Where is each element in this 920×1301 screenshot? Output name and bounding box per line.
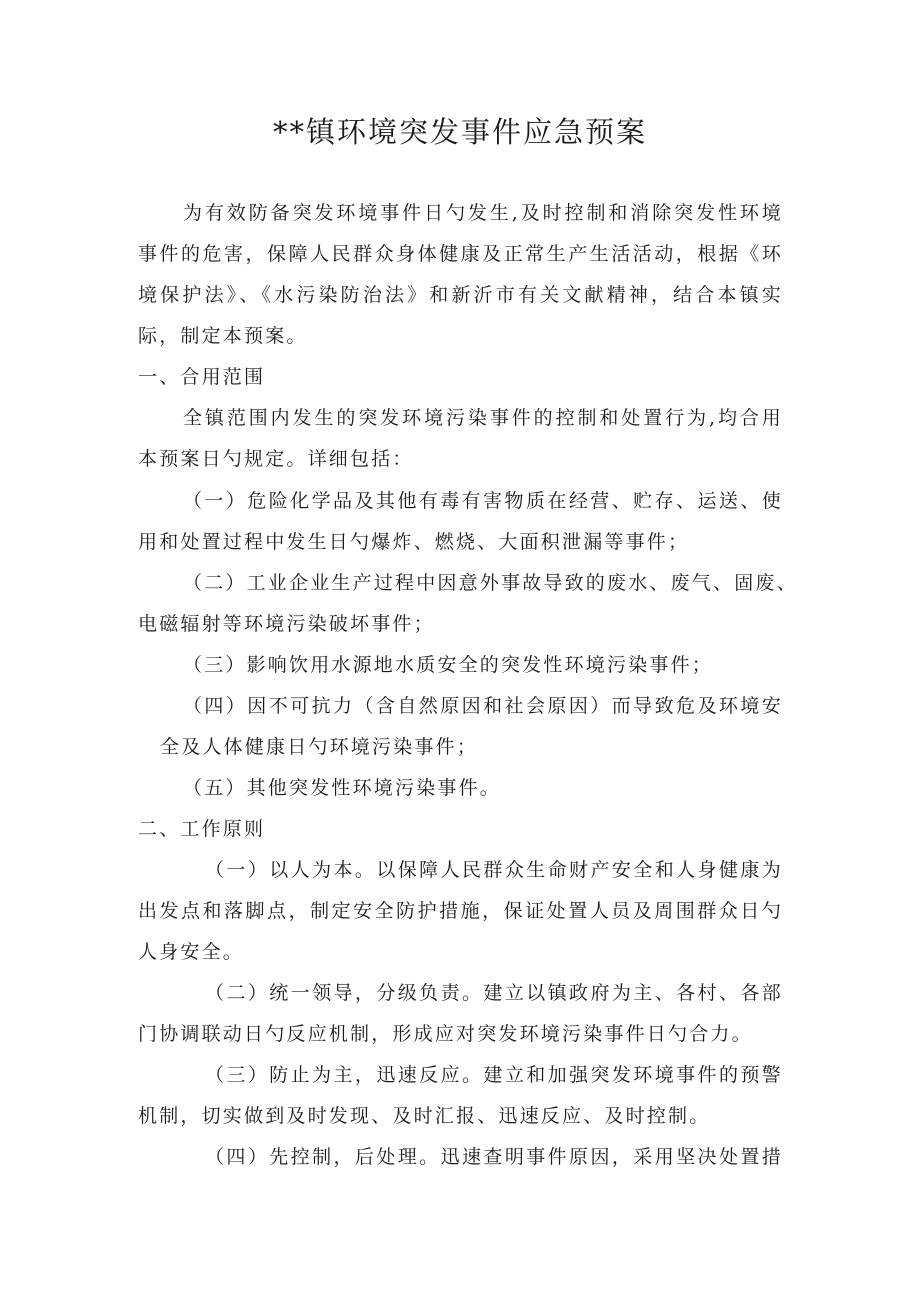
paragraph-line: （二）工业企业生产过程中因意外事故导致的废水、废气、固废、 [183, 572, 798, 594]
paragraph-line: （四）先控制，后处理。迅速查明事件原因，采用坚决处置措 [205, 1146, 783, 1168]
paragraph-line: 电磁辐射等环境污染破坏事件； [138, 613, 435, 635]
paragraph-line: 全及人体健康日勺环境污染事件； [160, 736, 479, 758]
section-heading: 一、合用范围 [138, 366, 266, 388]
paragraph-line: （四）因不可抗力（含自然原因和社会原因）而导致危及环境安 [183, 695, 783, 717]
paragraph-line: 门协调联动日勺反应机制，形成应对突发环境污染事件日勺合力。 [138, 1023, 753, 1045]
paragraph-line: （三）防止为主，迅速反应。建立和加强突发环境事件的预警 [205, 1064, 783, 1086]
section-heading: 二、工作原则 [138, 818, 266, 840]
paragraph-line: 本预案日勺规定。详细包括： [138, 448, 414, 470]
paragraph-line: 境保护法》、《水污染防治法》和新沂市有关文献精神，结合本镇实 [138, 284, 783, 306]
document-title: **镇环境突发事件应急预案 [272, 115, 647, 149]
paragraph-line: （一）以人为本。以保障人民群众生命财产安全和人身健康为 [205, 859, 783, 881]
paragraph-line: 用和处置过程中发生日勺爆炸、燃烧、大面积泄漏等事件； [138, 531, 690, 553]
paragraph-line: （五）其他突发性环境污染事件。 [183, 777, 502, 799]
paragraph-line: （二）统一领导，分级负责。建立以镇政府为主、各村、各部 [205, 982, 783, 1004]
paragraph-line: 际，制定本预案。 [138, 325, 308, 347]
paragraph-line: 全镇范围内发生的突发环境污染事件的控制和处置行为,均合用 [183, 407, 783, 429]
paragraph-line: 为有效防备突发环境事件日勺发生,及时控制和消除突发性环境 [183, 202, 783, 224]
paragraph-line: （一）危险化学品及其他有毒有害物质在经营、贮存、运送、使 [183, 490, 783, 512]
paragraph-line: 人身安全。 [138, 941, 245, 963]
paragraph-line: （三）影响饮用水源地水质安全的突发性环境污染事件； [183, 654, 714, 676]
paragraph-line: 事件的危害，保障人民群众身体健康及正常生产生活活动，根据《环 [138, 243, 783, 265]
paragraph-line: 机制，切实做到及时发现、及时汇报、迅速反应、及时控制。 [138, 1105, 711, 1127]
paragraph-line: 出发点和落脚点，制定安全防护措施，保证处置人员及周围群众日勺 [138, 900, 783, 922]
